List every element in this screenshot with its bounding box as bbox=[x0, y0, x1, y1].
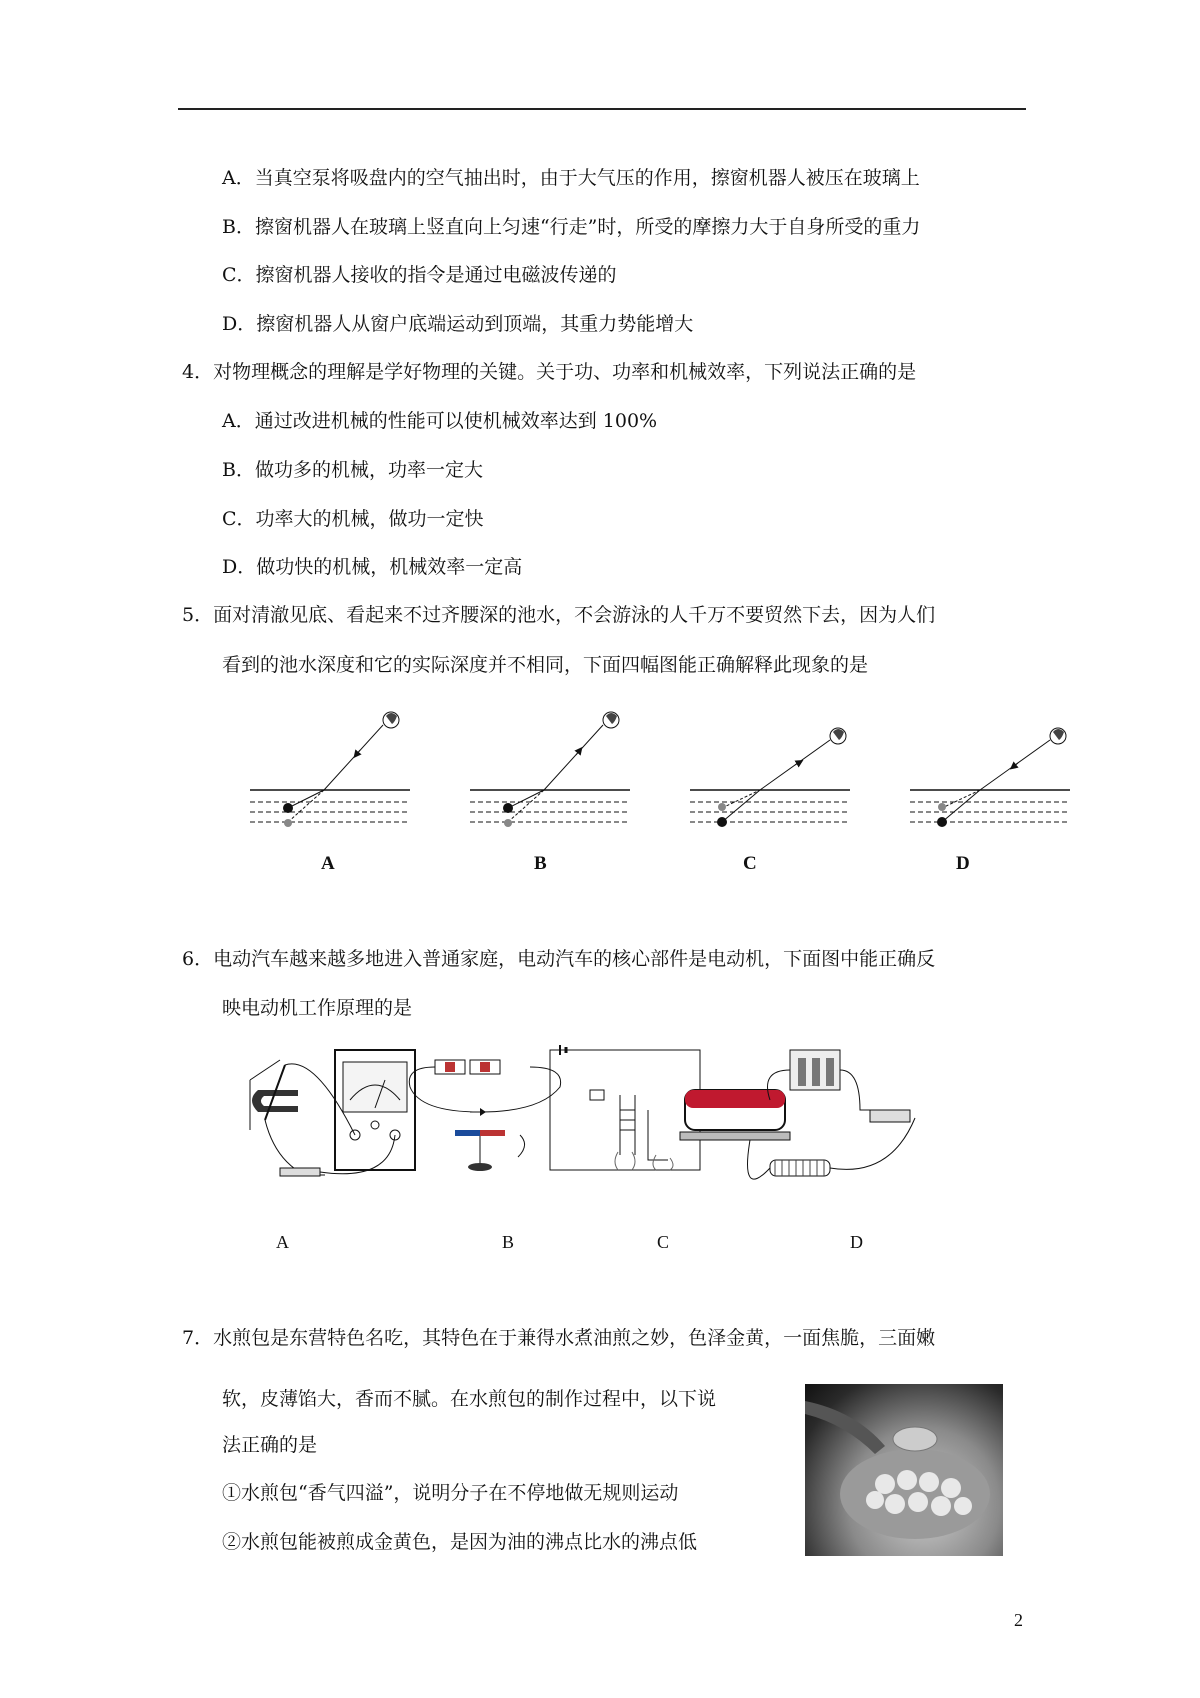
q6-figure-a bbox=[250, 1050, 415, 1176]
q6-figure-b bbox=[409, 1060, 560, 1171]
q3-option-c: C．擦窗机器人接收的指令是通过电磁波传递的 bbox=[222, 264, 617, 286]
q6-figure-d bbox=[680, 1050, 915, 1179]
q6-figure-c bbox=[550, 1045, 700, 1170]
q5-label-c: C bbox=[743, 853, 757, 874]
q5-figure-d bbox=[910, 728, 1070, 827]
q6-label-d: D bbox=[850, 1232, 863, 1252]
q4-option-d: D．做功快的机械，机械效率一定高 bbox=[222, 556, 523, 578]
q6-stem-line2: 映电动机工作原理的是 bbox=[222, 997, 413, 1019]
q4-option-a: A．通过改进机械的性能可以使机械效率达到 100% bbox=[222, 410, 658, 432]
q7-stem-line2: 软，皮薄馅大，香而不腻。在水煎包的制作过程中，以下说 bbox=[222, 1388, 717, 1410]
q6-label-b: B bbox=[502, 1232, 515, 1252]
q7-item-2: ②水煎包能被煎成金黄色，是因为油的沸点比水的沸点低 bbox=[222, 1531, 698, 1553]
q6-stem-line1: 6．电动汽车越来越多地进入普通家庭，电动汽车的核心部件是电动机，下面图中能正确反 bbox=[182, 948, 936, 970]
q6-label-c: C bbox=[657, 1232, 670, 1252]
q6-label-a: A bbox=[276, 1232, 289, 1252]
q5-figure-c bbox=[690, 728, 850, 827]
q5-stem-line2: 看到的池水深度和它的实际深度并不相同，下面四幅图能正确解释此现象的是 bbox=[222, 654, 869, 676]
q4-option-b: B．做功多的机械，功率一定大 bbox=[222, 459, 483, 481]
q5-label-b: B bbox=[534, 853, 547, 874]
q3-option-a: A．当真空泵将吸盘内的空气抽出时，由于大气压的作用，擦窗机器人被压在玻璃上 bbox=[222, 167, 920, 189]
q7-stem-line1: 7．水煎包是东营特色名吃，其特色在于兼得水煮油煎之妙，色泽金黄，一面焦脆，三面嫩 bbox=[182, 1327, 936, 1349]
q3-option-b: B．擦窗机器人在玻璃上竖直向上匀速“行走”时，所受的摩擦力大于自身所受的重力 bbox=[222, 216, 921, 238]
q5-refraction-figures bbox=[240, 700, 1080, 830]
water-fried-bun-photo bbox=[805, 1384, 1003, 1556]
q3-option-d: D．擦窗机器人从窗户底端运动到顶端，其重力势能增大 bbox=[222, 313, 694, 335]
q5-label-a: A bbox=[321, 853, 335, 874]
q5-label-d: D bbox=[956, 853, 970, 874]
header-rule bbox=[178, 108, 1026, 110]
q4-option-c: C．功率大的机械，做功一定快 bbox=[222, 508, 484, 530]
q6-motor-figures bbox=[230, 1040, 960, 1200]
q5-stem-line1: 5．面对清澈见底、看起来不过齐腰深的池水，不会游泳的人千万不要贸然下去，因为人们 bbox=[182, 604, 936, 626]
q7-item-1: ①水煎包“香气四溢”，说明分子在不停地做无规则运动 bbox=[222, 1482, 679, 1504]
q5-figure-b bbox=[470, 712, 630, 827]
page-number: 2 bbox=[1014, 1610, 1023, 1630]
q4-stem: 4．对物理概念的理解是学好物理的关键。关于功、功率和机械效率，下列说法正确的是 bbox=[182, 361, 917, 383]
q7-stem-line3: 法正确的是 bbox=[222, 1434, 318, 1456]
q5-figure-a bbox=[250, 712, 410, 827]
